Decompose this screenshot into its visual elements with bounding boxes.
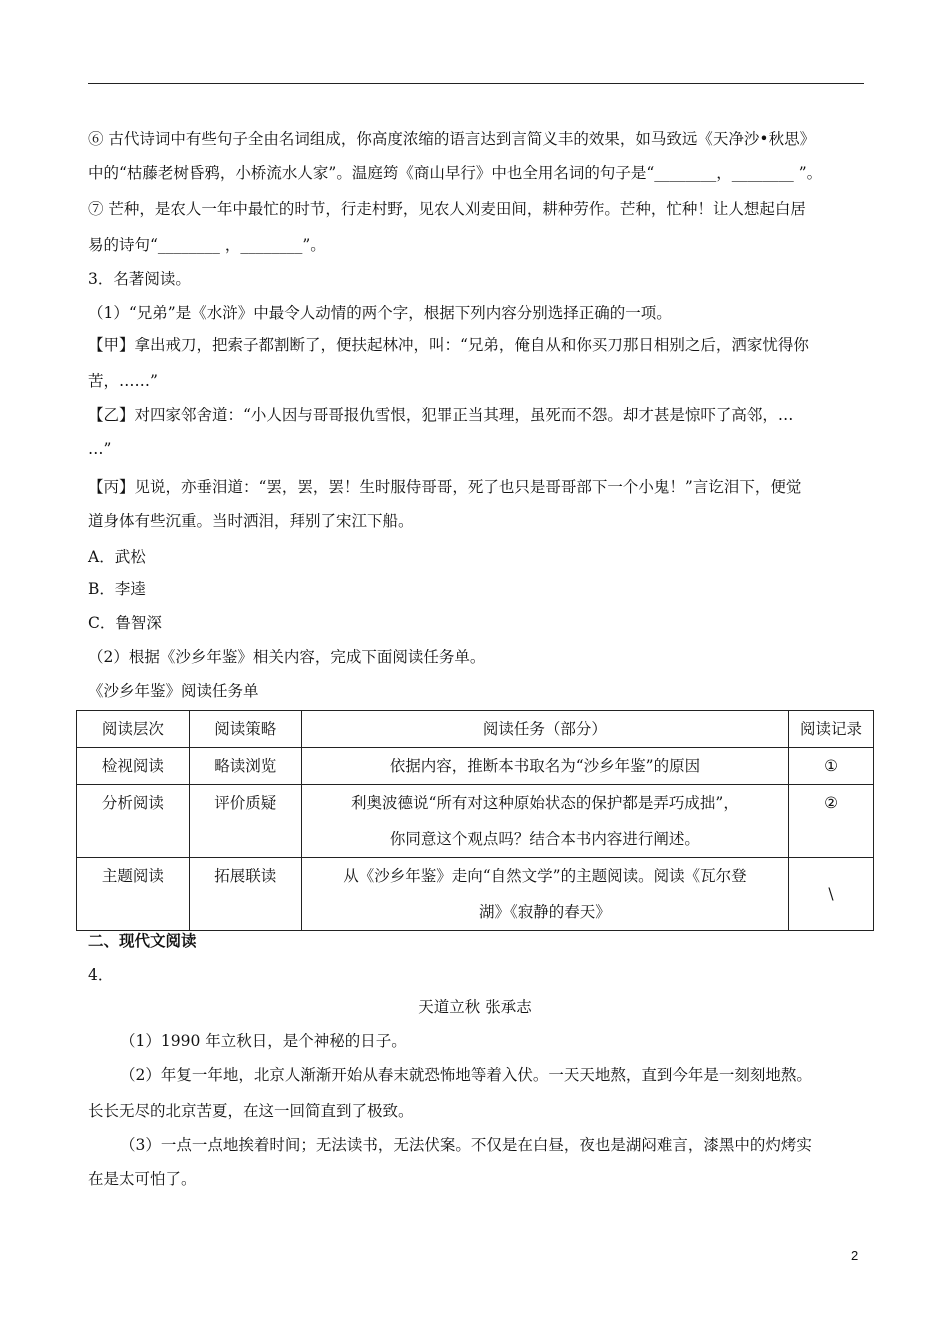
table-row (77, 748, 874, 785)
paragraph-2a: （2）年复一年地，北京人渐渐开始从春末就恐怖地等着入伏。一天天地熬，直到今年是一刻刻地熬。 (120, 1066, 812, 1084)
question-3-heading: 3．名著阅读。 (88, 270, 191, 288)
paragraph-3b: 在是太可怕了。 (88, 1170, 197, 1188)
text-line-poetry-7a: ⑦ 芒种，是农人一年中最忙的时节，行走村野，见农人刈麦田间，耕种劳作。芒种，忙种！让人想起白居 (88, 200, 806, 218)
cell-record: \ (789, 858, 874, 931)
paragraph-2b: 长长无尽的北京苦夏，在这一回简直到了极致。 (88, 1102, 414, 1120)
question-3-1: （1）“兄弟”是《水浒》中最令人动情的两个字，根据下列内容分别选择正确的一项。 (88, 304, 672, 322)
cell-level: 主题阅读 (77, 858, 190, 931)
cell-task-line-2: 你同意这个观点吗？结合本书内容进行阐述。 (389, 830, 700, 848)
cell-strategy: 拓展联读 (189, 858, 301, 931)
cell-strategy: 评价质疑 (189, 785, 301, 858)
cell-strategy: 略读浏览 (189, 748, 301, 785)
header-task: 阅读任务（部分） (301, 711, 788, 748)
passage-jia-b: 苦，……” (88, 372, 158, 390)
table-caption: 《沙乡年鉴》阅读任务单 (88, 682, 259, 700)
passage-jia-a: 【甲】拿出戒刀，把索子都割断了，便扶起林冲，叫：“兄弟，俺自从和你买刀那日相别之后，洒家忧得你 (88, 336, 809, 354)
cell-level: 检视阅读 (77, 748, 190, 785)
option-b: B．李逵 (88, 580, 146, 598)
cell-task-line-1: 利奥波德说“所有对这种原始状态的保护都是弄巧成拙”， (350, 794, 739, 812)
question-4-number: 4． (88, 966, 114, 984)
header-strategy: 阅读策略 (189, 711, 301, 748)
header-rule (88, 83, 864, 84)
cell-task: 依据内容，推断本书取名为“沙乡年鉴”的原因 (301, 748, 788, 785)
question-3-2: （2）根据《沙乡年鉴》相关内容，完成下面阅读任务单。 (88, 648, 486, 666)
option-a: A．武松 (88, 548, 146, 566)
cell-task-line-2: 湖》《寂静的春天》 (479, 903, 611, 921)
paragraph-3a: （3）一点一点地挨着时间；无法读书，无法伏案。不仅是在白昼，夜也是湖闷难言，漆黑中的灼烤实 (120, 1136, 812, 1154)
reading-task-table (76, 710, 874, 931)
passage-bing-b: 道身体有些沉重。当时洒泪，拜别了宋江下船。 (88, 512, 414, 530)
table-header-row (77, 711, 874, 748)
section-heading: 二、现代文阅读 (88, 932, 197, 950)
text-line-poetry-6b: 中的“枯藤老树昏鸦，小桥流水人家”。温庭筠《商山早行》中也全用名词的句子是“________，________ ”。 (88, 164, 823, 182)
cell-task (301, 785, 788, 858)
option-c: C．鲁智深 (88, 614, 162, 632)
cell-task-line-1: 从《沙乡年鉴》走向“自然文学”的主题阅读。阅读《瓦尔登 (343, 867, 747, 885)
table-row (77, 858, 874, 931)
cell-record: ① (789, 748, 874, 785)
header-level: 阅读层次 (77, 711, 190, 748)
table-row (77, 785, 874, 858)
paragraph-1: （1）1990 年立秋日，是个神秘的日子。 (120, 1032, 407, 1050)
header-record: 阅读记录 (789, 711, 874, 748)
cell-task (301, 858, 788, 931)
cell-record: ② (789, 785, 874, 858)
text-line-poetry-7b: 易的诗句“________ ，________”。 (88, 236, 326, 254)
text-line-poetry-6a: ⑥ 古代诗词中有些句子全由名词组成，你高度浓缩的语言达到言简义丰的效果，如马致远《天净沙•秋思》 (88, 130, 816, 148)
passage-yi-a: 【乙】对四家邻舍道：“小人因与哥哥报仇雪恨，犯罪正当其理，虽死而不怨。却才甚是惊吓了高邻，… (88, 406, 794, 424)
article-title: 天道立秋 张承志 (418, 998, 532, 1016)
passage-yi-b: …” (88, 440, 112, 458)
passage-bing-a: 【丙】见说，亦垂泪道：“罢，罢，罢！生时服侍哥哥，死了也只是哥哥部下一个小鬼！”言讫泪下，便觉 (88, 478, 802, 496)
cell-level: 分析阅读 (77, 785, 190, 858)
page-number: 2 (851, 1248, 859, 1263)
